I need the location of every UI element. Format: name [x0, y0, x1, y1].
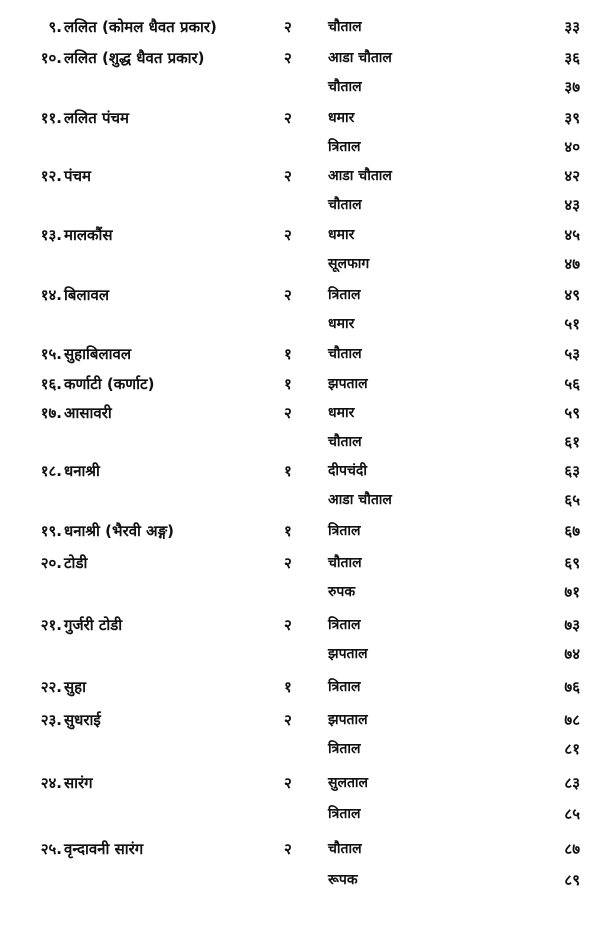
page-number: ५३ [564, 345, 580, 363]
tala-name: चौताल [328, 19, 362, 35]
tala-name: सूलफाग [328, 256, 370, 272]
tala-name: धमार [328, 316, 355, 332]
composition-count: २ [284, 49, 292, 67]
page-number: ७३ [564, 616, 580, 634]
tala-name: आडा चौताल [328, 50, 392, 66]
page-number: ४० [564, 138, 580, 156]
page-number: ४३ [564, 196, 580, 214]
raga-name: धनाश्री (भैरवी अङ्ग) [64, 522, 174, 540]
composition-count: १ [284, 522, 292, 540]
entry-number: २४. [40, 774, 62, 792]
tala-name: रुपक [328, 584, 356, 600]
page-number: ८९ [564, 871, 580, 889]
entry-number: २२. [40, 678, 62, 696]
raga-name: मालकौंस [64, 226, 113, 244]
page-number: ६३ [564, 462, 580, 480]
composition-count: २ [284, 18, 292, 36]
page-number: ३९ [564, 109, 580, 127]
composition-count: २ [284, 404, 292, 422]
entry-number: २५. [40, 840, 62, 858]
raga-name: गुर्जरी टोडी [64, 616, 123, 634]
page-number: ७६ [564, 678, 580, 696]
page-number: ४७ [564, 255, 580, 273]
tala-name: त्रिताल [328, 679, 361, 695]
raga-name: पंचम [64, 167, 92, 185]
page-number: ८५ [564, 805, 580, 823]
entry-number: २०. [40, 554, 62, 572]
composition-count: २ [284, 109, 292, 127]
tala-name: चौताल [328, 197, 362, 213]
raga-name: बिलावल [64, 286, 110, 304]
page-number: ६५ [564, 491, 580, 509]
entry-number: १५. [40, 345, 62, 363]
tala-name: धमार [328, 227, 355, 243]
composition-count: १ [284, 678, 292, 696]
tala-name: त्रिताल [328, 139, 361, 155]
composition-count: २ [284, 840, 292, 858]
raga-name: वृन्दावनी सारंग [64, 840, 144, 858]
page-number: ७८ [564, 711, 580, 729]
tala-name: सुलताल [328, 775, 369, 791]
tala-name: चौताल [328, 555, 362, 571]
tala-name: त्रिताल [328, 523, 361, 539]
composition-count: २ [284, 226, 292, 244]
tala-name: दीपचंदी [328, 463, 367, 479]
composition-count: १ [284, 462, 292, 480]
page-number: ५१ [564, 315, 580, 333]
raga-name: ललित (शुद्ध धैवत प्रकार) [64, 49, 205, 67]
page-number: ७१ [564, 583, 580, 601]
raga-name: आसावरी [64, 404, 112, 422]
composition-count: २ [284, 167, 292, 185]
entry-number: १४. [40, 286, 62, 304]
page-number: ३६ [564, 49, 580, 67]
tala-name: रूपक [328, 872, 358, 888]
tala-name: चौताल [328, 79, 362, 95]
raga-name: टोडी [64, 554, 88, 572]
entry-number: १०. [40, 49, 62, 67]
tala-name: झपताल [328, 712, 368, 728]
page-number: ६९ [564, 554, 580, 572]
composition-count: २ [284, 286, 292, 304]
tala-name: चौताल [328, 346, 362, 362]
entry-number: १६. [40, 375, 62, 393]
entry-number: १३. [40, 226, 62, 244]
page-number: ३३ [564, 18, 580, 36]
composition-count: २ [284, 554, 292, 572]
tala-name: झपताल [328, 376, 368, 392]
composition-count: १ [284, 375, 292, 393]
composition-count: २ [284, 711, 292, 729]
raga-name: धनाश्री [64, 462, 100, 480]
page-number: ५६ [564, 375, 580, 393]
entry-number: ९. [48, 18, 62, 36]
page-number: ६७ [564, 522, 580, 540]
page-number: ७४ [564, 645, 580, 663]
raga-name: ललित (कोमल धैवत प्रकार) [64, 18, 217, 36]
tala-name: आडा चौताल [328, 492, 392, 508]
composition-count: २ [284, 774, 292, 792]
page-number: ८३ [564, 774, 580, 792]
tala-name: आडा चौताल [328, 168, 392, 184]
tala-name: चौताल [328, 841, 362, 857]
raga-name: कर्णाटी (कर्णाट) [64, 375, 155, 393]
tala-name: त्रिताल [328, 287, 361, 303]
page-number: ३७ [564, 78, 580, 96]
entry-number: ११. [40, 109, 62, 127]
tala-name: झपताल [328, 646, 368, 662]
entry-number: १८. [40, 462, 62, 480]
page-number: ८१ [564, 740, 580, 758]
raga-name: सुहाबिलावल [64, 345, 132, 363]
tala-name: चौताल [328, 434, 362, 450]
tala-name: त्रिताल [328, 806, 361, 822]
page-number: ४९ [564, 286, 580, 304]
entry-number: १९. [40, 522, 62, 540]
page-number: ५९ [564, 404, 580, 422]
tala-name: त्रिताल [328, 617, 361, 633]
raga-name: ललित पंचम [64, 109, 130, 127]
tala-name: त्रिताल [328, 741, 361, 757]
tala-name: धमार [328, 405, 355, 421]
composition-count: २ [284, 616, 292, 634]
raga-name: सुधराई [64, 711, 101, 729]
page-number: ६१ [564, 433, 580, 451]
page-number: ४२ [564, 167, 580, 185]
entry-number: १२. [40, 167, 62, 185]
page-number: ८७ [564, 840, 580, 858]
tala-name: धमार [328, 110, 355, 126]
entry-number: २१. [40, 616, 62, 634]
page-number: ४५ [564, 226, 580, 244]
raga-name: सुहा [64, 678, 86, 696]
entry-number: १७. [40, 404, 62, 422]
raga-name: सारंग [64, 774, 93, 792]
composition-count: १ [284, 345, 292, 363]
entry-number: २३. [40, 711, 62, 729]
